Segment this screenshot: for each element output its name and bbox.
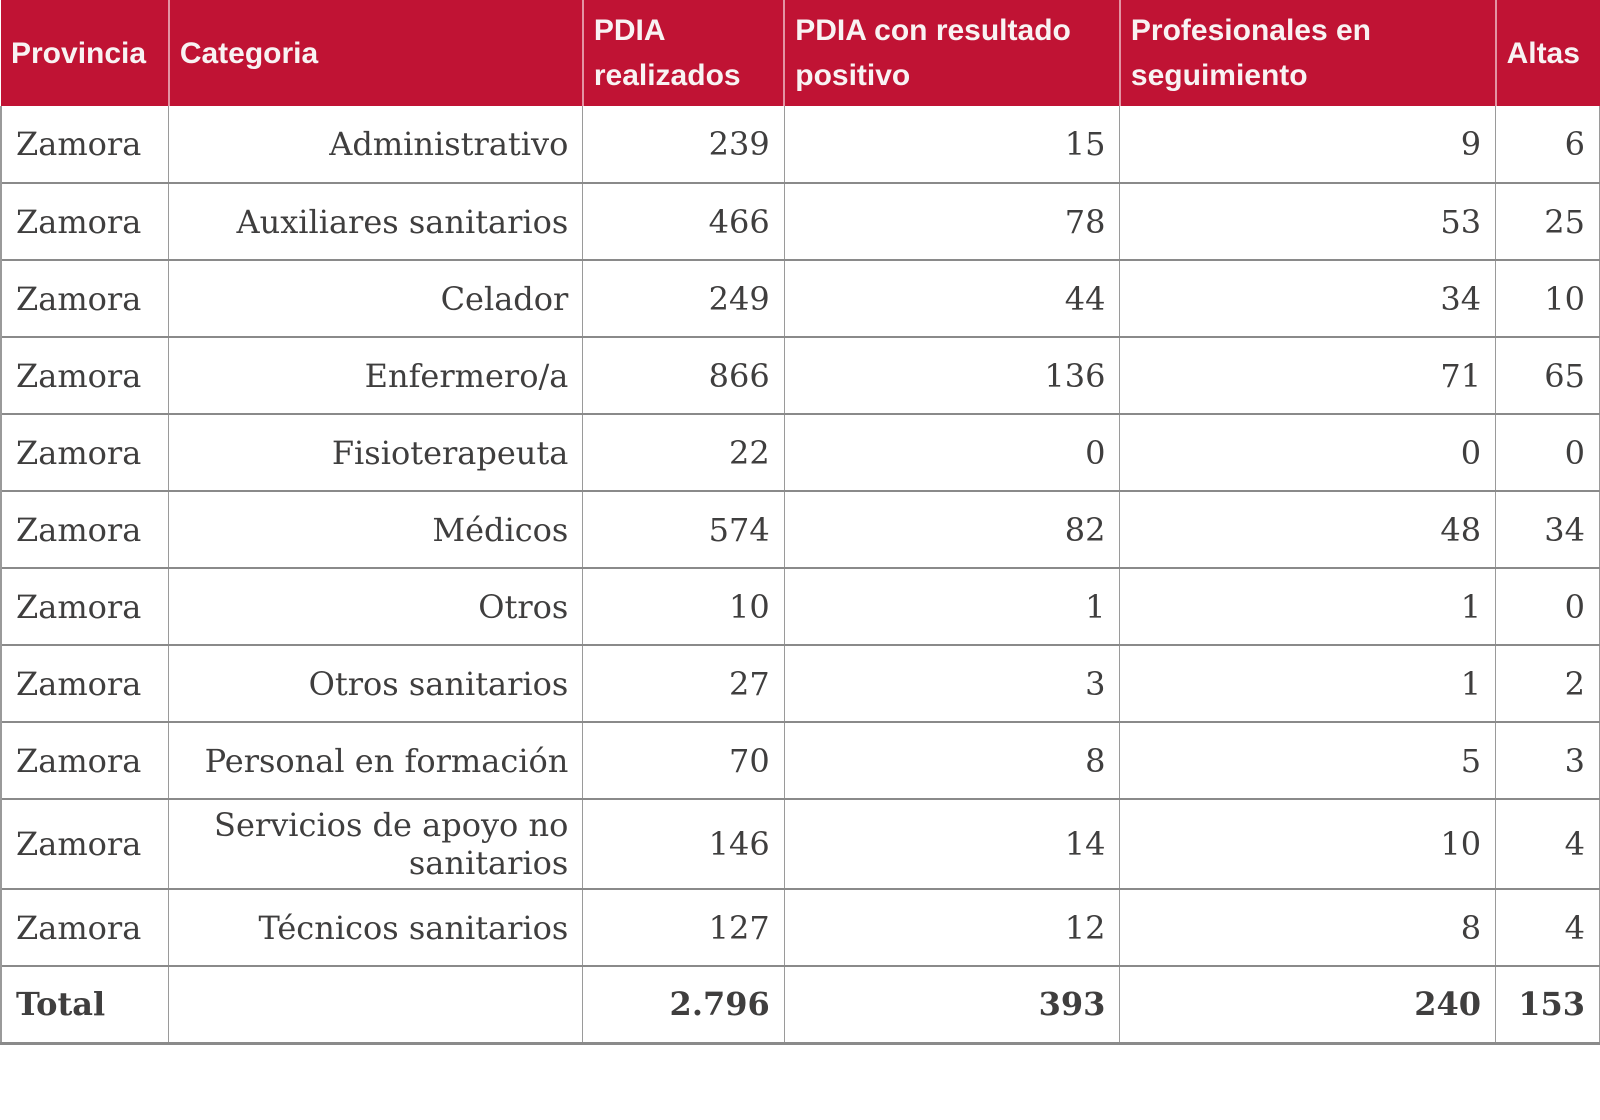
cell-categoria: Servicios de apoyo no sanitarios: [169, 799, 583, 889]
cell-pdia-positivo: 78: [784, 183, 1120, 260]
cell-provincia: Zamora: [1, 183, 169, 260]
cell-altas: 34: [1496, 491, 1600, 568]
cell-seguimiento: 10: [1120, 799, 1496, 889]
table-row: [1, 889, 1600, 966]
cell-pdia-realizados: 574: [583, 491, 784, 568]
cell-seguimiento: 1: [1120, 568, 1496, 645]
column-header-categoria: Categoria: [169, 0, 583, 106]
table-row: [1, 799, 1600, 889]
cell-categoria: Médicos: [169, 491, 583, 568]
cell-altas: 4: [1496, 889, 1600, 966]
cell-categoria: [169, 966, 583, 1043]
cell-provincia: Zamora: [1, 491, 169, 568]
table-row: [1, 106, 1600, 183]
cell-provincia: Zamora: [1, 337, 169, 414]
cell-provincia: Zamora: [1, 106, 169, 183]
cell-altas: 153: [1496, 966, 1600, 1043]
cell-altas: 0: [1496, 568, 1600, 645]
cell-provincia: Zamora: [1, 722, 169, 799]
cell-altas: 65: [1496, 337, 1600, 414]
cell-provincia: Zamora: [1, 260, 169, 337]
table-row: [1, 491, 1600, 568]
table-row: [1, 414, 1600, 491]
table-row: [1, 183, 1600, 260]
cell-provincia: Zamora: [1, 645, 169, 722]
table-body: [1, 106, 1600, 1043]
cell-altas: 4: [1496, 799, 1600, 889]
cell-seguimiento: 1: [1120, 645, 1496, 722]
cell-pdia-positivo: 8: [784, 722, 1120, 799]
column-header-altas: Altas: [1496, 0, 1600, 106]
column-header-pdia-realizados: PDIA realizados: [583, 0, 784, 106]
cell-pdia-realizados: 70: [583, 722, 784, 799]
cell-provincia: Zamora: [1, 889, 169, 966]
cell-categoria: Personal en formación: [169, 722, 583, 799]
table-row: [1, 722, 1600, 799]
cell-altas: 6: [1496, 106, 1600, 183]
column-header-seguimiento: Profesionales en seguimiento: [1120, 0, 1496, 106]
cell-altas: 10: [1496, 260, 1600, 337]
cell-pdia-realizados: 866: [583, 337, 784, 414]
cell-pdia-positivo: 136: [784, 337, 1120, 414]
cell-provincia: Zamora: [1, 568, 169, 645]
cell-provincia: Zamora: [1, 799, 169, 889]
cell-seguimiento: 53: [1120, 183, 1496, 260]
cell-pdia-realizados: 466: [583, 183, 784, 260]
cell-categoria: Auxiliares sanitarios: [169, 183, 583, 260]
cell-pdia-realizados: 10: [583, 568, 784, 645]
cell-pdia-positivo: 82: [784, 491, 1120, 568]
cell-seguimiento: 34: [1120, 260, 1496, 337]
cell-pdia-realizados: 2.796: [583, 966, 784, 1043]
table-row: [1, 568, 1600, 645]
cell-seguimiento: 240: [1120, 966, 1496, 1043]
cell-pdia-positivo: 15: [784, 106, 1120, 183]
cell-altas: 3: [1496, 722, 1600, 799]
cell-pdia-positivo: 12: [784, 889, 1120, 966]
cell-categoria: Otros sanitarios: [169, 645, 583, 722]
cell-provincia: Total: [1, 966, 169, 1043]
cell-pdia-positivo: 3: [784, 645, 1120, 722]
header-row: [1, 0, 1600, 106]
cell-pdia-realizados: 127: [583, 889, 784, 966]
cell-pdia-positivo: 44: [784, 260, 1120, 337]
column-header-pdia-positivo: PDIA con resultado positivo: [784, 0, 1120, 106]
table-row: [1, 337, 1600, 414]
cell-categoria: Otros: [169, 568, 583, 645]
cell-provincia: Zamora: [1, 414, 169, 491]
cell-pdia-realizados: 249: [583, 260, 784, 337]
table-row: [1, 260, 1600, 337]
cell-seguimiento: 48: [1120, 491, 1496, 568]
cell-pdia-realizados: 27: [583, 645, 784, 722]
cell-categoria: Técnicos sanitarios: [169, 889, 583, 966]
cell-pdia-positivo: 14: [784, 799, 1120, 889]
cell-pdia-positivo: 393: [784, 966, 1120, 1043]
cell-categoria: Enfermero/a: [169, 337, 583, 414]
cell-altas: 0: [1496, 414, 1600, 491]
cell-pdia-realizados: 22: [583, 414, 784, 491]
cell-seguimiento: 9: [1120, 106, 1496, 183]
cell-seguimiento: 5: [1120, 722, 1496, 799]
cell-pdia-realizados: 146: [583, 799, 784, 889]
cell-pdia-positivo: 1: [784, 568, 1120, 645]
cell-seguimiento: 8: [1120, 889, 1496, 966]
cell-pdia-realizados: 239: [583, 106, 784, 183]
cell-categoria: Administrativo: [169, 106, 583, 183]
total-row: [1, 966, 1600, 1043]
cell-categoria: Fisioterapeuta: [169, 414, 583, 491]
cell-altas: 2: [1496, 645, 1600, 722]
table-header: [1, 0, 1600, 106]
cell-seguimiento: 0: [1120, 414, 1496, 491]
cell-seguimiento: 71: [1120, 337, 1496, 414]
cell-altas: 25: [1496, 183, 1600, 260]
cell-categoria: Celador: [169, 260, 583, 337]
column-header-provincia: Provincia: [1, 0, 169, 106]
table-row: [1, 645, 1600, 722]
cell-pdia-positivo: 0: [784, 414, 1120, 491]
